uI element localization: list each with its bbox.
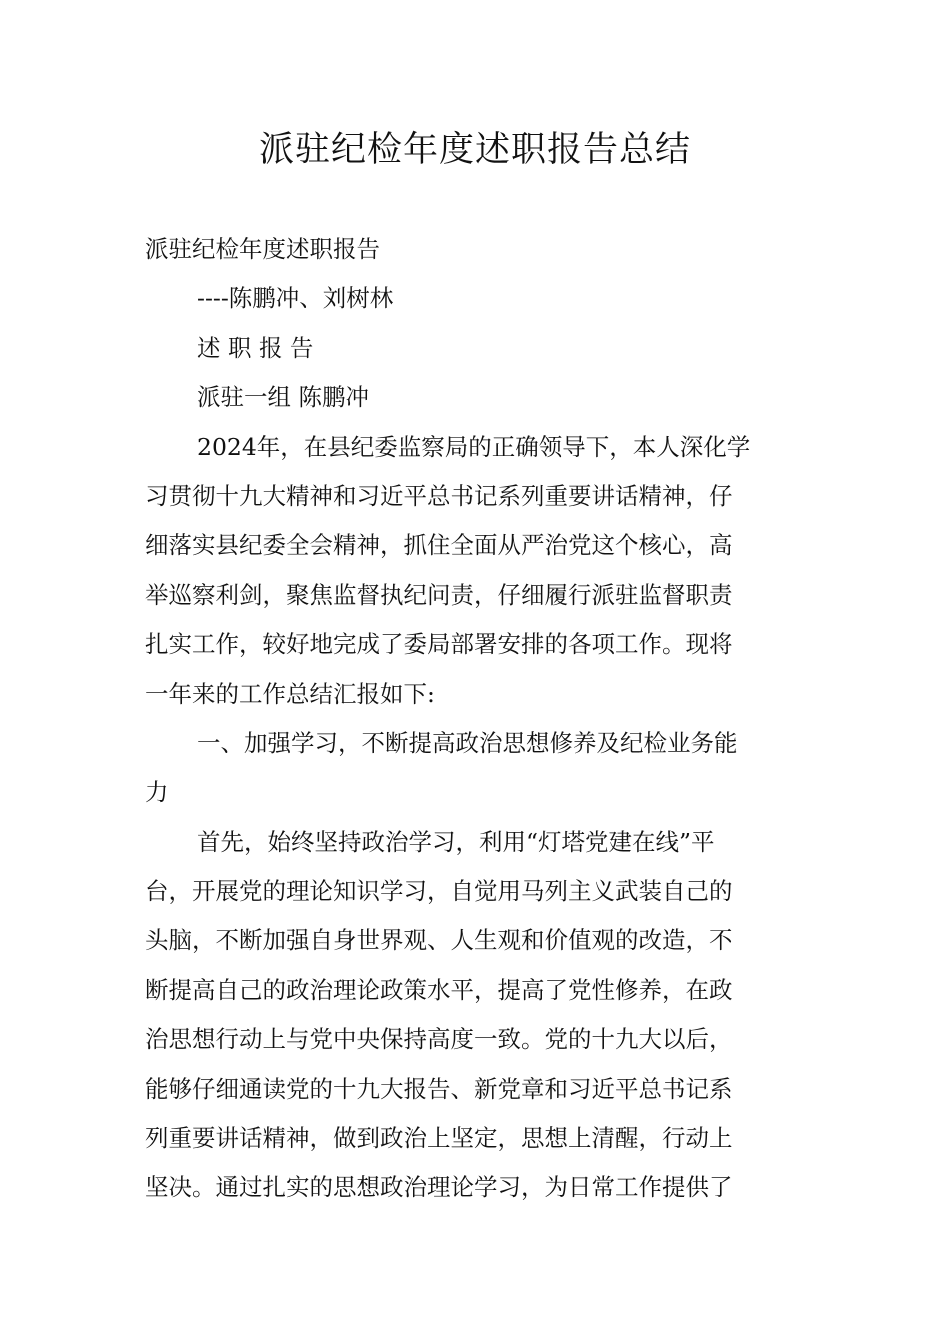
section-heading-line: 力 <box>145 778 169 807</box>
paragraph-line: 头脑，不断加强自身世界观、人生观和价值观的改造，不 <box>145 926 733 955</box>
paragraph-line: 能够仔细通读党的十九大报告、新党章和习近平总书记系 <box>145 1074 733 1103</box>
paragraph-line: 首先，始终坚持政治学习，利用“灯塔党建在线”平 <box>197 827 715 856</box>
subtitle-line: 派驻纪检年度述职报告 <box>145 235 380 263</box>
paragraph-line: 2024年，在县纪委监察局的正确领导下，本人深化学 <box>197 432 751 461</box>
paragraph-line: 列重要讲话精神，做到政治上坚定，思想上清醒，行动上 <box>145 1124 733 1153</box>
paragraph-line: 坚决。通过扎实的思想政治理论学习，为日常工作提供了 <box>145 1173 733 1202</box>
document-body <box>145 225 807 1213</box>
report-heading: 述 职 报 告 <box>197 333 314 362</box>
paragraph-line: 治思想行动上与党中央保持高度一致。党的十九大以后， <box>145 1025 733 1054</box>
section-heading-line: 一、加强学习，不断提高政治思想修养及纪检业务能 <box>197 728 738 757</box>
paragraph-line: 举巡察利剑，聚焦监督执纪问责，仔细履行派驻监督职责 <box>145 580 733 609</box>
paragraph-line: 习贯彻十九大精神和习近平总书记系列重要讲话精神，仔 <box>145 481 733 510</box>
paragraph-line: 扎实工作，较好地完成了委局部署安排的各项工作。现将 <box>145 630 733 659</box>
authors-line: ----陈鹏冲、刘树林 <box>197 284 394 313</box>
paragraph-line: 一年来的工作总结汇报如下: <box>145 679 435 708</box>
paragraph-line: 台，开展党的理论知识学习，自觉用马列主义武装自己的 <box>145 877 733 906</box>
paragraph-line: 细落实县纪委全会精神，抓住全面从严治党这个核心，高 <box>145 531 733 560</box>
author-group-line: 派驻一组 陈鹏冲 <box>197 383 369 412</box>
paragraph-line: 断提高自己的政治理论政策水平，提高了党性修养，在政 <box>145 975 733 1004</box>
document-title: 派驻纪检年度述职报告总结 <box>258 130 691 170</box>
